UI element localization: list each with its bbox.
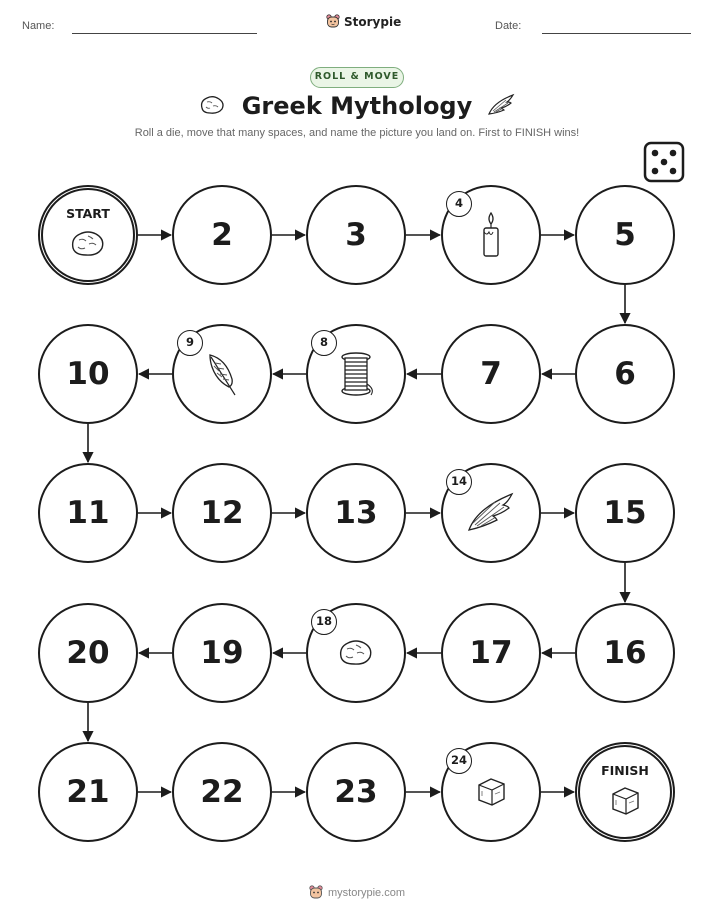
number-space: [38, 603, 138, 703]
number-space: [441, 603, 541, 703]
space-number: 17: [469, 635, 513, 671]
number-space: [575, 185, 675, 285]
picture-space: [306, 324, 406, 424]
rock-icon: [68, 226, 108, 266]
finish-label: FINISH: [601, 763, 649, 778]
space-number: 22: [200, 774, 244, 810]
picture-space: [172, 324, 272, 424]
space-number: 5: [614, 217, 636, 253]
number-space: [575, 324, 675, 424]
picture-space: [306, 603, 406, 703]
space-number: 11: [66, 495, 110, 531]
number-space: [172, 742, 272, 842]
picture-space: [441, 742, 541, 842]
storypie-mascot-icon: [309, 885, 323, 901]
space-number: 7: [480, 356, 502, 392]
finish-space: [575, 742, 675, 842]
space-number: 13: [334, 495, 378, 531]
ice-cube-icon: [605, 782, 645, 824]
thread-spool-icon: [331, 349, 381, 399]
number-space: [38, 463, 138, 563]
space-number-badge: 9: [177, 330, 203, 356]
space-number: 3: [345, 217, 367, 253]
number-space: [575, 463, 675, 563]
start-space: [38, 185, 138, 285]
instructions: Roll a die, move that many spaces, and name the picture you land on. First to FINISH wins!: [134, 127, 580, 139]
space-number: 6: [614, 356, 636, 392]
number-space: [172, 603, 272, 703]
candle-icon: [476, 210, 506, 260]
start-label: START: [66, 206, 110, 221]
number-space: [575, 603, 675, 703]
number-space: [38, 742, 138, 842]
date-label: Date:: [495, 20, 522, 32]
roll-and-move-badge: ROLL & MOVE: [310, 67, 404, 88]
brand-name: Storypie: [344, 15, 402, 29]
name-label: Name:: [22, 20, 55, 32]
space-number: 2: [211, 217, 233, 253]
picture-space: [441, 185, 541, 285]
space-number-badge: 14: [446, 469, 472, 495]
number-space: [306, 463, 406, 563]
number-space: [306, 742, 406, 842]
number-space: [441, 324, 541, 424]
ice-cube-icon: [471, 773, 511, 811]
space-number-badge: 4: [446, 191, 472, 217]
number-space: [172, 463, 272, 563]
space-number-badge: 24: [446, 748, 472, 774]
rock-icon: [336, 635, 376, 671]
space-number: 20: [66, 635, 110, 671]
space-number: 16: [603, 635, 647, 671]
space-number: 12: [200, 495, 244, 531]
space-number: 15: [603, 495, 647, 531]
footer: [0, 885, 714, 901]
space-number: 23: [334, 774, 378, 810]
space-number-badge: 18: [311, 609, 337, 635]
feather-icon: [202, 349, 242, 399]
space-number: 10: [66, 356, 110, 392]
wing-icon: [465, 490, 517, 536]
space-number-badge: 8: [311, 330, 337, 356]
footer-url: mystorypie.com: [327, 887, 406, 899]
title-text: Greek Mythology: [241, 92, 473, 120]
space-number: 19: [200, 635, 244, 671]
number-space: [38, 324, 138, 424]
number-space: [172, 185, 272, 285]
space-number: 21: [66, 774, 110, 810]
picture-space: [441, 463, 541, 563]
number-space: [306, 185, 406, 285]
